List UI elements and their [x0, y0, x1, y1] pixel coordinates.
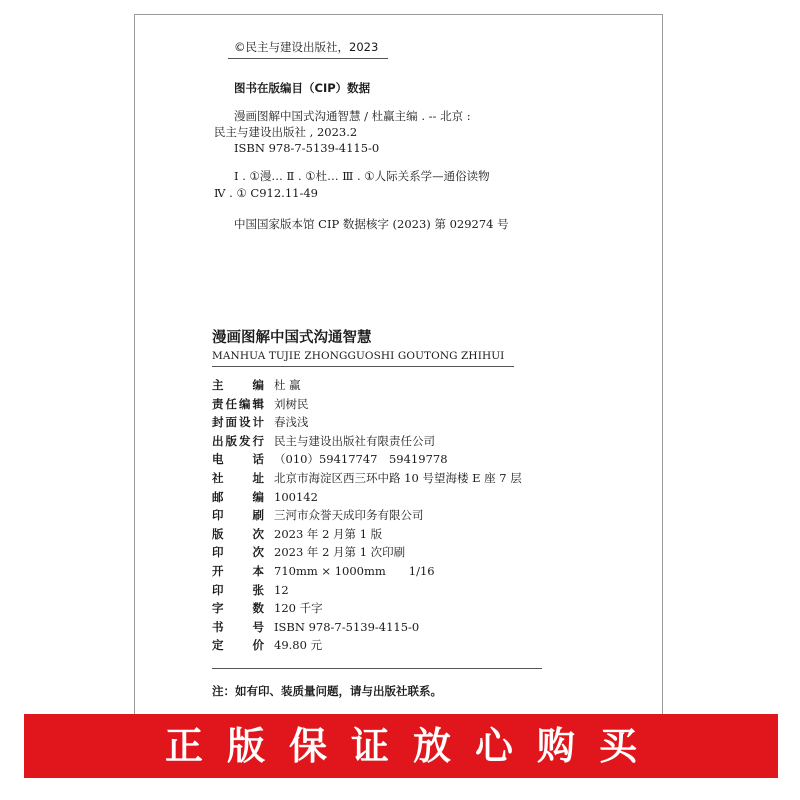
info-label: 印 刷: [212, 508, 264, 523]
title-rule: [212, 366, 514, 367]
authentic-guarantee-banner: [24, 714, 778, 778]
info-value: 三河市众誉天成印务有限公司: [274, 508, 424, 523]
cip-record-line2: 民主与建设出版社 , 2023.2: [214, 125, 358, 139]
info-value: 2023 年 2 月第 1 版: [274, 526, 383, 541]
info-label: 责任编辑: [212, 396, 264, 411]
info-label: 版 次: [212, 526, 264, 541]
copyright-notice: ©民主与建设出版社，2023: [234, 40, 379, 54]
info-value: 100142: [274, 489, 318, 504]
cip-subject-line2: Ⅳ . ① C912.11-49: [214, 186, 318, 200]
book-title: 漫画图解中国式沟通智慧: [212, 330, 372, 346]
info-label: 书 号: [212, 619, 264, 634]
cip-record-line1: 漫画图解中国式沟通智慧 / 杜赢主编 . -- 北京 :: [234, 109, 471, 123]
info-value: 春浅浅: [274, 415, 309, 430]
info-label: 邮 编: [212, 489, 264, 504]
info-value: 12: [274, 582, 289, 597]
info-label: 印 次: [212, 545, 264, 560]
banner-text: 正版保证放心购买: [164, 724, 661, 768]
info-value: 710mm × 1000mm 1/16: [274, 564, 435, 578]
info-label: 定 价: [212, 638, 264, 653]
info-label: 开 本: [212, 564, 264, 578]
copyright-rule: [228, 58, 388, 59]
info-value: 刘树民: [274, 396, 309, 411]
info-label: 社 址: [212, 471, 264, 485]
info-value: 120 千字: [274, 601, 323, 616]
info-value: 民主与建设出版社有限责任公司: [274, 433, 435, 448]
info-label: 出版发行: [212, 433, 264, 448]
info-value: 2023 年 2 月第 1 次印刷: [274, 545, 406, 560]
cip-subject-line1: Ⅰ . ①漫… Ⅱ . ①杜… Ⅲ . ①人际关系学—通俗读物: [234, 169, 490, 183]
info-value: 杜 赢: [274, 378, 301, 392]
book-title-pinyin: MANHUA TUJIE ZHONGGUOSHI GOUTONG ZHIHUI: [212, 350, 505, 362]
info-bottom-rule: [212, 668, 542, 669]
info-label: 主 编: [212, 378, 264, 392]
info-label: 字 数: [212, 601, 264, 616]
info-label: 电 话: [212, 452, 264, 467]
info-label: 封面设计: [212, 415, 264, 430]
info-label: 印 张: [212, 582, 264, 597]
info-value: 北京市海淀区西三环中路 10 号望海楼 E 座 7 层: [274, 471, 522, 485]
info-value: 49.80 元: [274, 638, 323, 653]
cip-isbn: ISBN 978-7-5139-4115-0: [234, 141, 380, 155]
cip-heading: 图书在版编目（CIP）数据: [234, 81, 371, 95]
quality-note: 注：如有印、装质量问题，请与出版社联系。: [212, 684, 442, 698]
info-value: ISBN 978-7-5139-4115-0: [274, 619, 420, 634]
cip-verification: 中国国家版本馆 CIP 数据核字 (2023) 第 029274 号: [234, 217, 509, 231]
info-value: （010）59417747 59419778: [274, 452, 448, 467]
